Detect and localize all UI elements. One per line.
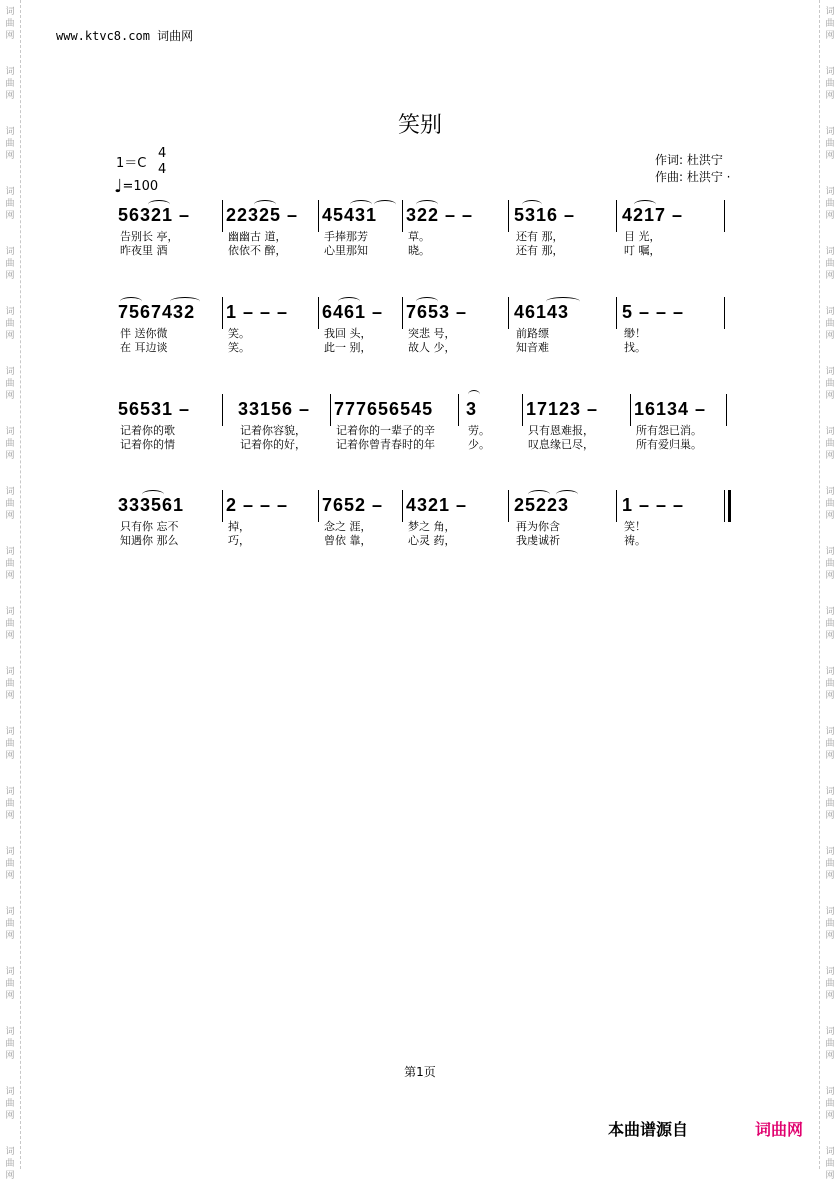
lyric-line-2: 知音难	[516, 341, 549, 354]
bar-line	[330, 394, 331, 426]
side-watermark: 词 曲 网	[825, 487, 835, 521]
bar-line	[508, 490, 509, 522]
right-watermark-band	[819, 0, 840, 1181]
side-watermark: 词 曲 网	[5, 847, 15, 881]
score-row-3	[116, 394, 732, 464]
score-row-4	[116, 490, 732, 560]
lyric-line-2: 故人 少，	[408, 341, 456, 354]
side-watermark: 词 曲 网	[5, 967, 15, 1001]
side-watermark: 词 曲 网	[825, 187, 835, 221]
side-watermark: 词 曲 网	[825, 547, 835, 581]
slur	[142, 490, 164, 499]
lyric-line-1: 幽幽古 道，	[228, 230, 287, 243]
slur	[522, 200, 542, 209]
page-number: 第1页	[404, 1065, 436, 1079]
lyric-line-1: 我回 头，	[324, 327, 372, 340]
lyric-line-2: 此一 别，	[324, 341, 372, 354]
slur	[170, 297, 200, 306]
side-watermark: 词 曲 网	[5, 547, 15, 581]
slur	[546, 297, 580, 306]
side-watermark: 词 曲 网	[825, 787, 835, 821]
side-watermark: 词 曲 网	[5, 667, 15, 701]
time-bottom: 4	[158, 162, 167, 177]
lyric-line-1: 目 光，	[624, 230, 661, 243]
composer: 作曲: 杜洪宁 ·	[655, 170, 731, 184]
measure-notes: 333561	[118, 495, 185, 515]
measure-notes: 33156 –	[238, 399, 311, 419]
lyric-line-2: 记着你曾青春时的年	[336, 438, 435, 451]
lyric-line-2: 心里那知	[324, 244, 368, 257]
side-watermark: 词 曲 网	[5, 787, 15, 821]
bar-line	[222, 297, 223, 329]
side-watermark: 词 曲 网	[5, 187, 15, 221]
measure-notes: 4217 –	[622, 205, 684, 225]
bar-line	[726, 394, 727, 426]
time-signature	[158, 146, 166, 178]
key-signature: 1＝C	[116, 156, 147, 171]
bar-line	[724, 297, 725, 329]
measure-notes: 45431	[322, 205, 378, 225]
lyric-line-1: 只有恩难报，	[528, 424, 594, 437]
lyric-line-2: 叮 嘱，	[624, 244, 661, 257]
final-bar-line	[728, 490, 731, 522]
score-row-1	[116, 200, 732, 270]
lyric-line-2: 依依不 醉，	[228, 244, 287, 257]
lyric-line-1: 只有你 忘不	[120, 520, 179, 533]
measure-notes: 5 – – –	[622, 302, 685, 322]
lyric-line-1: 突悲 号，	[408, 327, 456, 340]
lyric-line-2: 少。	[468, 438, 490, 451]
side-watermark: 词 曲 网	[825, 67, 835, 101]
side-watermark: 词 曲 网	[825, 667, 835, 701]
lyric-line-1: 手捧那芳	[324, 230, 368, 243]
bar-line	[724, 490, 725, 522]
lyric-line-2: 晓。	[408, 244, 430, 257]
lyric-line-1: 伴 送你微	[120, 327, 168, 340]
bar-line	[318, 200, 319, 232]
bar-line	[616, 200, 617, 232]
lyric-line-2: 知遇你 那么	[120, 534, 179, 547]
bar-line	[508, 297, 509, 329]
slur	[254, 200, 276, 209]
lyric-line-1: 所有怨已消。	[636, 424, 702, 437]
side-watermark: 词 曲 网	[825, 7, 835, 41]
slur	[350, 200, 372, 209]
lyric-line-1: 记着你的歌	[120, 424, 175, 437]
measure-notes: 7652 –	[322, 495, 384, 515]
bar-line	[522, 394, 523, 426]
bar-line	[458, 394, 459, 426]
brand-logo[interactable]: 词曲网	[755, 1120, 804, 1139]
side-watermark: 词 曲 网	[825, 247, 835, 281]
measure-notes: 25223	[514, 495, 570, 515]
lyric-line-2: 找。	[624, 341, 646, 354]
measure-notes: 22325 –	[226, 205, 299, 225]
site-url[interactable]: www.ktvc8.com 词曲网	[56, 29, 194, 43]
measure-notes: 16134 –	[634, 399, 707, 419]
measure-notes: 7567432	[118, 302, 196, 322]
tempo-marking	[114, 176, 158, 197]
lyric-line-1: 记着你的一辈子的辛	[336, 424, 435, 437]
lyric-line-2: 记着你的情	[120, 438, 175, 451]
bar-line	[222, 394, 223, 426]
lyric-line-2: 心灵 药，	[408, 534, 456, 547]
lyric-line-2: 巧，	[228, 534, 250, 547]
lyric-line-2: 我虔诚祈	[516, 534, 560, 547]
lyric-line-2: 在 耳边谈	[120, 341, 168, 354]
measure-notes: 56531 –	[118, 399, 191, 419]
measure-notes: 777656545	[334, 399, 434, 419]
measure-notes: 1 – – –	[226, 302, 289, 322]
measure-notes: 6461 –	[322, 302, 384, 322]
fermata	[468, 390, 480, 399]
side-watermark: 词 曲 网	[825, 367, 835, 401]
side-watermark: 词 曲 网	[5, 67, 15, 101]
measure-notes: 46143	[514, 302, 570, 322]
side-watermark: 词 曲 网	[5, 1087, 15, 1121]
side-watermark: 词 曲 网	[825, 607, 835, 641]
lyric-line-1: 再为你含	[516, 520, 560, 533]
lyric-line-2: 叹息缘已尽，	[528, 438, 594, 451]
quarter-note-icon: ♩	[114, 176, 123, 197]
measure-notes: 56321 –	[118, 205, 191, 225]
slur	[374, 200, 396, 209]
slur	[148, 200, 170, 209]
slur	[120, 297, 142, 306]
lyric-line-1: 还有 那，	[516, 230, 564, 243]
side-watermark: 词 曲 网	[5, 367, 15, 401]
bar-line	[508, 200, 509, 232]
lyricist: 作词: 杜洪宁	[655, 153, 723, 167]
side-watermark: 词 曲 网	[825, 127, 835, 161]
bar-line	[724, 200, 725, 232]
bar-line	[402, 297, 403, 329]
time-top: 4	[158, 146, 167, 161]
side-watermark: 词 曲 网	[5, 427, 15, 461]
bar-line	[318, 490, 319, 522]
side-watermark: 词 曲 网	[825, 1147, 835, 1181]
measure-notes: 1 – – –	[622, 495, 685, 515]
bar-line	[616, 297, 617, 329]
lyric-line-1: 记着你容貌，	[240, 424, 306, 437]
measure-notes: 3	[466, 399, 478, 419]
lyric-line-2: 还有 那，	[516, 244, 564, 257]
measure-notes: 5316 –	[514, 205, 576, 225]
slur	[416, 297, 438, 306]
score-row-2	[116, 297, 732, 367]
measure-notes: 7653 –	[406, 302, 468, 322]
bar-line	[222, 200, 223, 232]
slur	[634, 200, 656, 209]
measure-notes: 17123 –	[526, 399, 599, 419]
bar-line	[222, 490, 223, 522]
lyric-line-2: 曾依 靠，	[324, 534, 372, 547]
tempo-value: =100	[122, 179, 159, 194]
lyric-line-1: 梦之 角，	[408, 520, 456, 533]
lyric-line-1: 草。	[408, 230, 430, 243]
lyric-line-1: 前路缥	[516, 327, 549, 340]
side-watermark: 词 曲 网	[5, 907, 15, 941]
side-watermark: 词 曲 网	[5, 1027, 15, 1061]
source-label: 本曲谱源自	[608, 1120, 689, 1139]
measure-notes: 322 – –	[406, 205, 474, 225]
side-watermark: 词 曲 网	[5, 247, 15, 281]
side-watermark: 词 曲 网	[5, 307, 15, 341]
lyric-line-1: 笑！	[624, 520, 646, 533]
side-watermark: 词 曲 网	[825, 967, 835, 1001]
side-watermark: 词 曲 网	[5, 127, 15, 161]
lyric-line-2: 祷。	[624, 534, 646, 547]
lyric-line-1: 笑。	[228, 327, 250, 340]
lyric-line-2: 记着你的好，	[240, 438, 306, 451]
measure-notes: 2 – – –	[226, 495, 289, 515]
lyric-line-1: 劳。	[468, 424, 490, 437]
bar-line	[630, 394, 631, 426]
slur	[338, 297, 360, 306]
side-watermark: 词 曲 网	[825, 307, 835, 341]
side-watermark: 词 曲 网	[825, 1027, 835, 1061]
lyric-line-2: 所有爱归巢。	[636, 438, 702, 451]
slur	[528, 490, 550, 499]
side-watermark: 词 曲 网	[825, 847, 835, 881]
lyric-line-2: 笑。	[228, 341, 250, 354]
side-watermark: 词 曲 网	[825, 907, 835, 941]
side-watermark: 词 曲 网	[825, 1087, 835, 1121]
slur	[416, 200, 438, 209]
bar-line	[402, 490, 403, 522]
lyric-line-1: 缈！	[624, 327, 646, 340]
credits	[655, 152, 731, 186]
lyric-line-1: 掉，	[228, 520, 250, 533]
side-watermark: 词 曲 网	[825, 727, 835, 761]
side-watermark: 词 曲 网	[5, 1147, 15, 1181]
side-watermark: 词 曲 网	[5, 487, 15, 521]
lyric-line-1: 告别长 亭，	[120, 230, 179, 243]
left-watermark-band	[0, 0, 21, 1181]
side-watermark: 词 曲 网	[5, 727, 15, 761]
bar-line	[616, 490, 617, 522]
bar-line	[318, 297, 319, 329]
side-watermark: 词 曲 网	[5, 7, 15, 41]
side-watermark: 词 曲 网	[825, 427, 835, 461]
measure-notes: 4321 –	[406, 495, 468, 515]
lyric-line-2: 昨夜里 酒	[120, 244, 168, 257]
bar-line	[402, 200, 403, 232]
song-title: 笑别	[397, 113, 442, 138]
side-watermark: 词 曲 网	[5, 607, 15, 641]
lyric-line-1: 念之 涯，	[324, 520, 372, 533]
slur	[556, 490, 578, 499]
